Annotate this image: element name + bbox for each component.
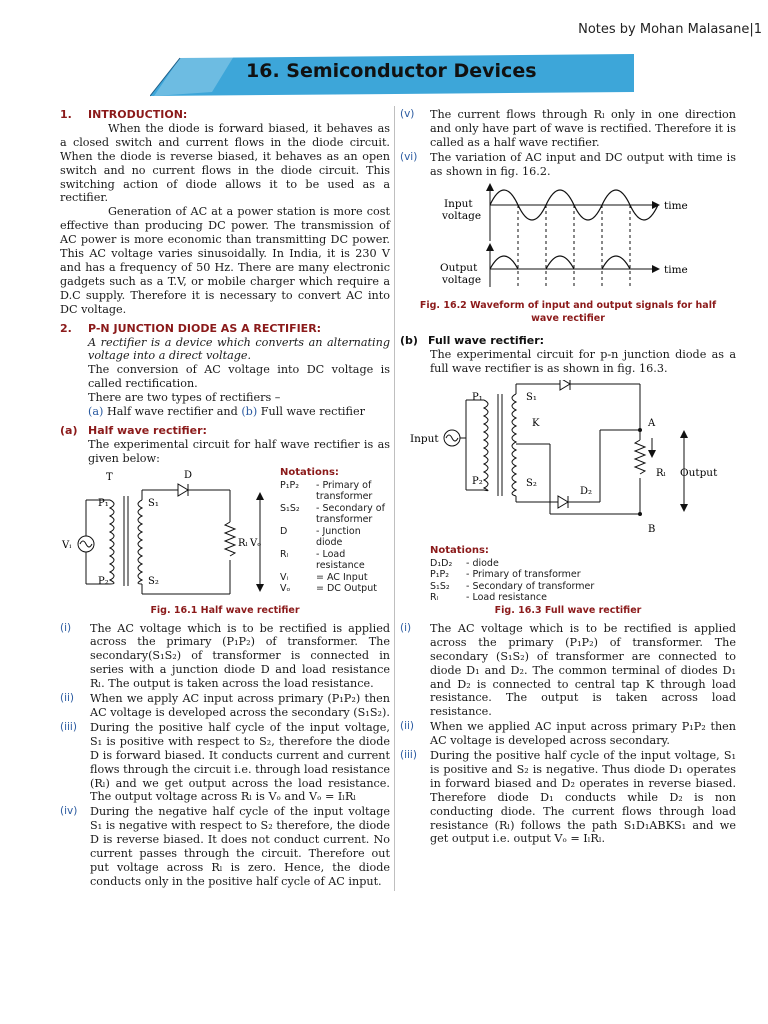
notation-desc: = DC Output	[316, 583, 377, 595]
pn-body	[60, 336, 390, 419]
full-intro: The experimental circuit for p-n junction diode as a full wave rectifier is as shown in fig. 16.3.	[430, 348, 736, 376]
notation-symbol: D	[280, 525, 288, 537]
chapter-title: 16. Semiconductor Devices	[246, 60, 537, 82]
notation-symbol: Vᵢ	[280, 571, 289, 583]
item-number: (v)	[400, 108, 415, 120]
input-label-2: voltage	[442, 209, 482, 222]
chapter-banner	[150, 52, 634, 98]
half-wave-point	[60, 721, 390, 804]
half-intro: The experimental circuit for half wave rectifier is as given below:	[88, 437, 390, 465]
subsection-title: Full wave rectifier:	[428, 334, 545, 348]
item-text: The current flows through Rₗ only in one direction and only have part of wave is rectified. Therefore it is called as a half wave rectifier.	[430, 108, 736, 149]
label-S1: S₁	[148, 497, 159, 509]
item-number: (iv)	[60, 805, 78, 818]
notation-desc: - Load resistance	[466, 592, 547, 604]
item-number: (iii)	[400, 749, 417, 762]
notation-symbol: Rₗ	[280, 548, 289, 560]
item-number: (ii)	[60, 692, 75, 705]
label-S2: S₂	[148, 575, 159, 587]
notation-symbol: S₁S₂	[280, 502, 300, 514]
label-Vo: Vₒ	[250, 537, 262, 549]
label-S2: S₂	[526, 478, 537, 490]
label-Vi: Vᵢ	[62, 539, 72, 551]
notation-symbol: Rₗ	[430, 592, 439, 604]
item-number: (i)	[60, 621, 72, 634]
notation-desc: - Primary of transformer	[316, 479, 373, 503]
item-text: When we apply AC input across primary (P₁P₂) then AC voltage is developed across the secondary (S₁S₂).	[90, 692, 390, 719]
half-wave-circuit	[60, 466, 280, 604]
label-B: B	[648, 524, 656, 536]
label-D1	[576, 380, 588, 381]
type-b-label: (b)	[241, 405, 258, 419]
type-a-text: Half wave rectifier and	[106, 405, 238, 419]
half-wave-point	[400, 151, 736, 179]
output-label: Output	[440, 261, 478, 274]
item-number: (i)	[400, 621, 412, 634]
label-P2: P₂	[472, 476, 483, 488]
notation-desc: - Primary of transformer	[466, 569, 581, 581]
input-label: Input	[444, 197, 473, 210]
full-wave-circuit	[400, 380, 736, 544]
notation-row	[280, 583, 390, 595]
item-number: (vi)	[400, 150, 418, 163]
label-P2: P₂	[98, 575, 109, 587]
types-text: There are two types of rectifiers –	[88, 391, 281, 405]
item-text: The AC voltage which is to be rectified is applied across the primary (P₁P₂) of transformer. The secondary(S₁S₂) of transformer is connected in series with a junction diode D and load resistance Rₗ. The output is taken across the load resistance.	[90, 621, 390, 691]
time-label-2: time	[664, 263, 688, 276]
notation-row	[430, 558, 736, 570]
notation-desc: - Secondary of transformer	[466, 580, 595, 592]
label-P1: P₁	[472, 392, 483, 404]
column-divider	[394, 106, 395, 891]
notation-row	[280, 526, 390, 549]
label-D: D	[184, 469, 193, 481]
subsection-label: (b)	[400, 334, 418, 348]
half-notations	[280, 466, 390, 595]
waveform-figure	[400, 181, 736, 299]
notation-row	[280, 480, 390, 503]
notation-desc: - diode	[466, 557, 499, 569]
notation-row	[430, 569, 736, 581]
notation-symbol: P₁P₂	[280, 479, 300, 491]
label-RL: Rₗ	[238, 537, 248, 549]
half-intro-wrap	[60, 438, 390, 466]
item-number: (ii)	[400, 720, 415, 733]
item-text: When we applied AC input across primary P₁P₂ then AC voltage is developed across secondary.	[430, 720, 736, 748]
left-column	[60, 108, 390, 890]
item-text: The AC voltage which is to be rectified is applied across the primary (P₁P₂) of transformer. The secondary (S₁S₂) of transformer are connected to diode D₁ and D₂. The common terminal of diodes D₁ and D₂ is connected to central tap K through load resistance. The output is taken across load resistance.	[430, 621, 736, 719]
intro-paragraph-1: When the diode is forward biased, it behaves as a closed switch and current flows in the diode circuit. When the diode is reverse biased, it behaves as an open switch and no current flows in the diode circuit. This switching action of diode allows it to be used as a rectifier.	[60, 121, 390, 205]
time-label-1: time	[664, 199, 688, 212]
full-notations	[400, 544, 736, 604]
full-wave-figure	[400, 380, 736, 544]
full-heading	[400, 334, 736, 348]
item-text: During the negative half cycle of the input voltage S₁ is negative with respect to S₂ therefore, the diode D is reverse biased. It does not conduct current. No current passes through the circuit. Therefore out put voltage across Rₗ is zero. Hence, the diode conducts only in the positive half cycle of AC input.	[90, 805, 390, 888]
section-title: INTRODUCTION:	[88, 108, 188, 121]
label-K: K	[532, 418, 540, 430]
item-text: The variation of AC input and DC output with time is as shown in fig. 16.2.	[430, 150, 736, 178]
fig-16-3-caption: Fig. 16.3 Full wave rectifier	[494, 604, 642, 616]
rectification-text: The conversion of AC voltage into DC voltage is called rectification.	[88, 363, 390, 391]
full-intro-wrap	[400, 348, 736, 376]
subsection-title: Half wave rectifier:	[88, 423, 207, 437]
section-title: P-N JUNCTION DIODE AS A RECTIFIER:	[88, 321, 322, 335]
label-RL: Rₗ	[656, 468, 666, 480]
full-wave-point	[400, 749, 736, 846]
notations-title: Notations:	[430, 545, 489, 557]
notation-row	[430, 581, 736, 593]
label-input: Input	[410, 433, 439, 446]
notation-row	[280, 549, 390, 572]
intro-paragraph-2: Generation of AC at a power station is more cost effective than producing DC power. The transmission of AC power is more economic than transmitting DC power. This AC voltage varies sinusoidally. In India, it is 230 V and has a frequency of 50 Hz. There are many electronic gadgets such as a T.V, or mobile charger which require a D.C supply. Therefore it is necessary to convert AC into DC voltage.	[60, 205, 390, 316]
type-a-label: (a)	[88, 405, 104, 419]
subsection-label: (a)	[60, 423, 78, 437]
notation-symbol: P₁P₂	[430, 569, 450, 581]
full-wave-point	[400, 622, 736, 719]
intro-heading	[60, 108, 390, 122]
fig-16-2-caption: Fig. 16.2 Waveform of input and output signals for half wave rectifier	[419, 299, 717, 325]
item-number: (iii)	[60, 720, 77, 733]
label-D2: D₂	[580, 486, 593, 498]
label-P1: P₁	[98, 497, 109, 509]
waveform-chart	[400, 181, 736, 299]
full-wave-point	[400, 720, 736, 748]
notation-symbol: Vₒ	[280, 583, 291, 595]
type-b-text: Full wave rectifier	[260, 405, 365, 419]
rectifier-definition: A rectifier is a device which converts an alternating voltage into a direct voltage.	[88, 335, 390, 363]
notation-desc: - Junction diode	[316, 525, 361, 549]
notation-row	[430, 592, 736, 604]
half-wave-point	[60, 805, 390, 888]
fig-16-1-caption: Fig. 16.1 Half wave rectifier	[150, 604, 300, 616]
types-list	[88, 405, 390, 419]
notations-title: Notations:	[280, 466, 339, 478]
notation-desc: = AC Input	[316, 571, 368, 583]
half-wave-point	[60, 622, 390, 692]
section-number: 2.	[60, 321, 72, 335]
label-output: Output	[680, 467, 718, 480]
label-T	[498, 380, 505, 381]
notation-row	[280, 572, 390, 584]
label-T: T	[106, 471, 113, 483]
half-wave-point	[400, 108, 736, 150]
pn-heading	[60, 322, 390, 336]
label-A: A	[648, 418, 656, 430]
right-column	[400, 108, 736, 847]
notation-desc: - Secondary of transformer	[316, 502, 385, 526]
item-text: During the positive half cycle of the input voltage, S₁ is positive and S₂ is negative. Thus diode D₁ operates in forward biased and D₂ operates in reverse biased. Therefore diode D₁ conducts while D₂ is non conducting diode. The current flows through load resistance (Rₗ) follows the path S₁D₁ABKS₁ and we get output i.e. output Vₒ = IₗRₗ.	[430, 749, 736, 846]
section-number: 1.	[60, 108, 72, 121]
item-text: During the positive half cycle of the input voltage, S₁ is positive with respect to S₂, therefore the diode D is forward biased. It conducts current and current flows through the circuit i.e. through load resistance (Rₗ) and we get output across the load resistance. The output voltage across Rₗ is Vₒ and Vₒ = IₗRₗ	[90, 720, 390, 804]
half-wave-figure	[60, 466, 390, 604]
notation-row	[280, 503, 390, 526]
label-S1: S₁	[526, 392, 537, 404]
header-note: Notes by Mohan Malasane|1	[578, 22, 762, 37]
notation-desc: - Load resistance	[316, 548, 365, 572]
half-wave-point	[60, 692, 390, 720]
output-label-2: voltage	[442, 273, 482, 286]
half-heading	[60, 424, 390, 438]
notation-symbol: S₁S₂	[430, 580, 450, 592]
notation-symbol: D₁D₂	[430, 557, 453, 569]
